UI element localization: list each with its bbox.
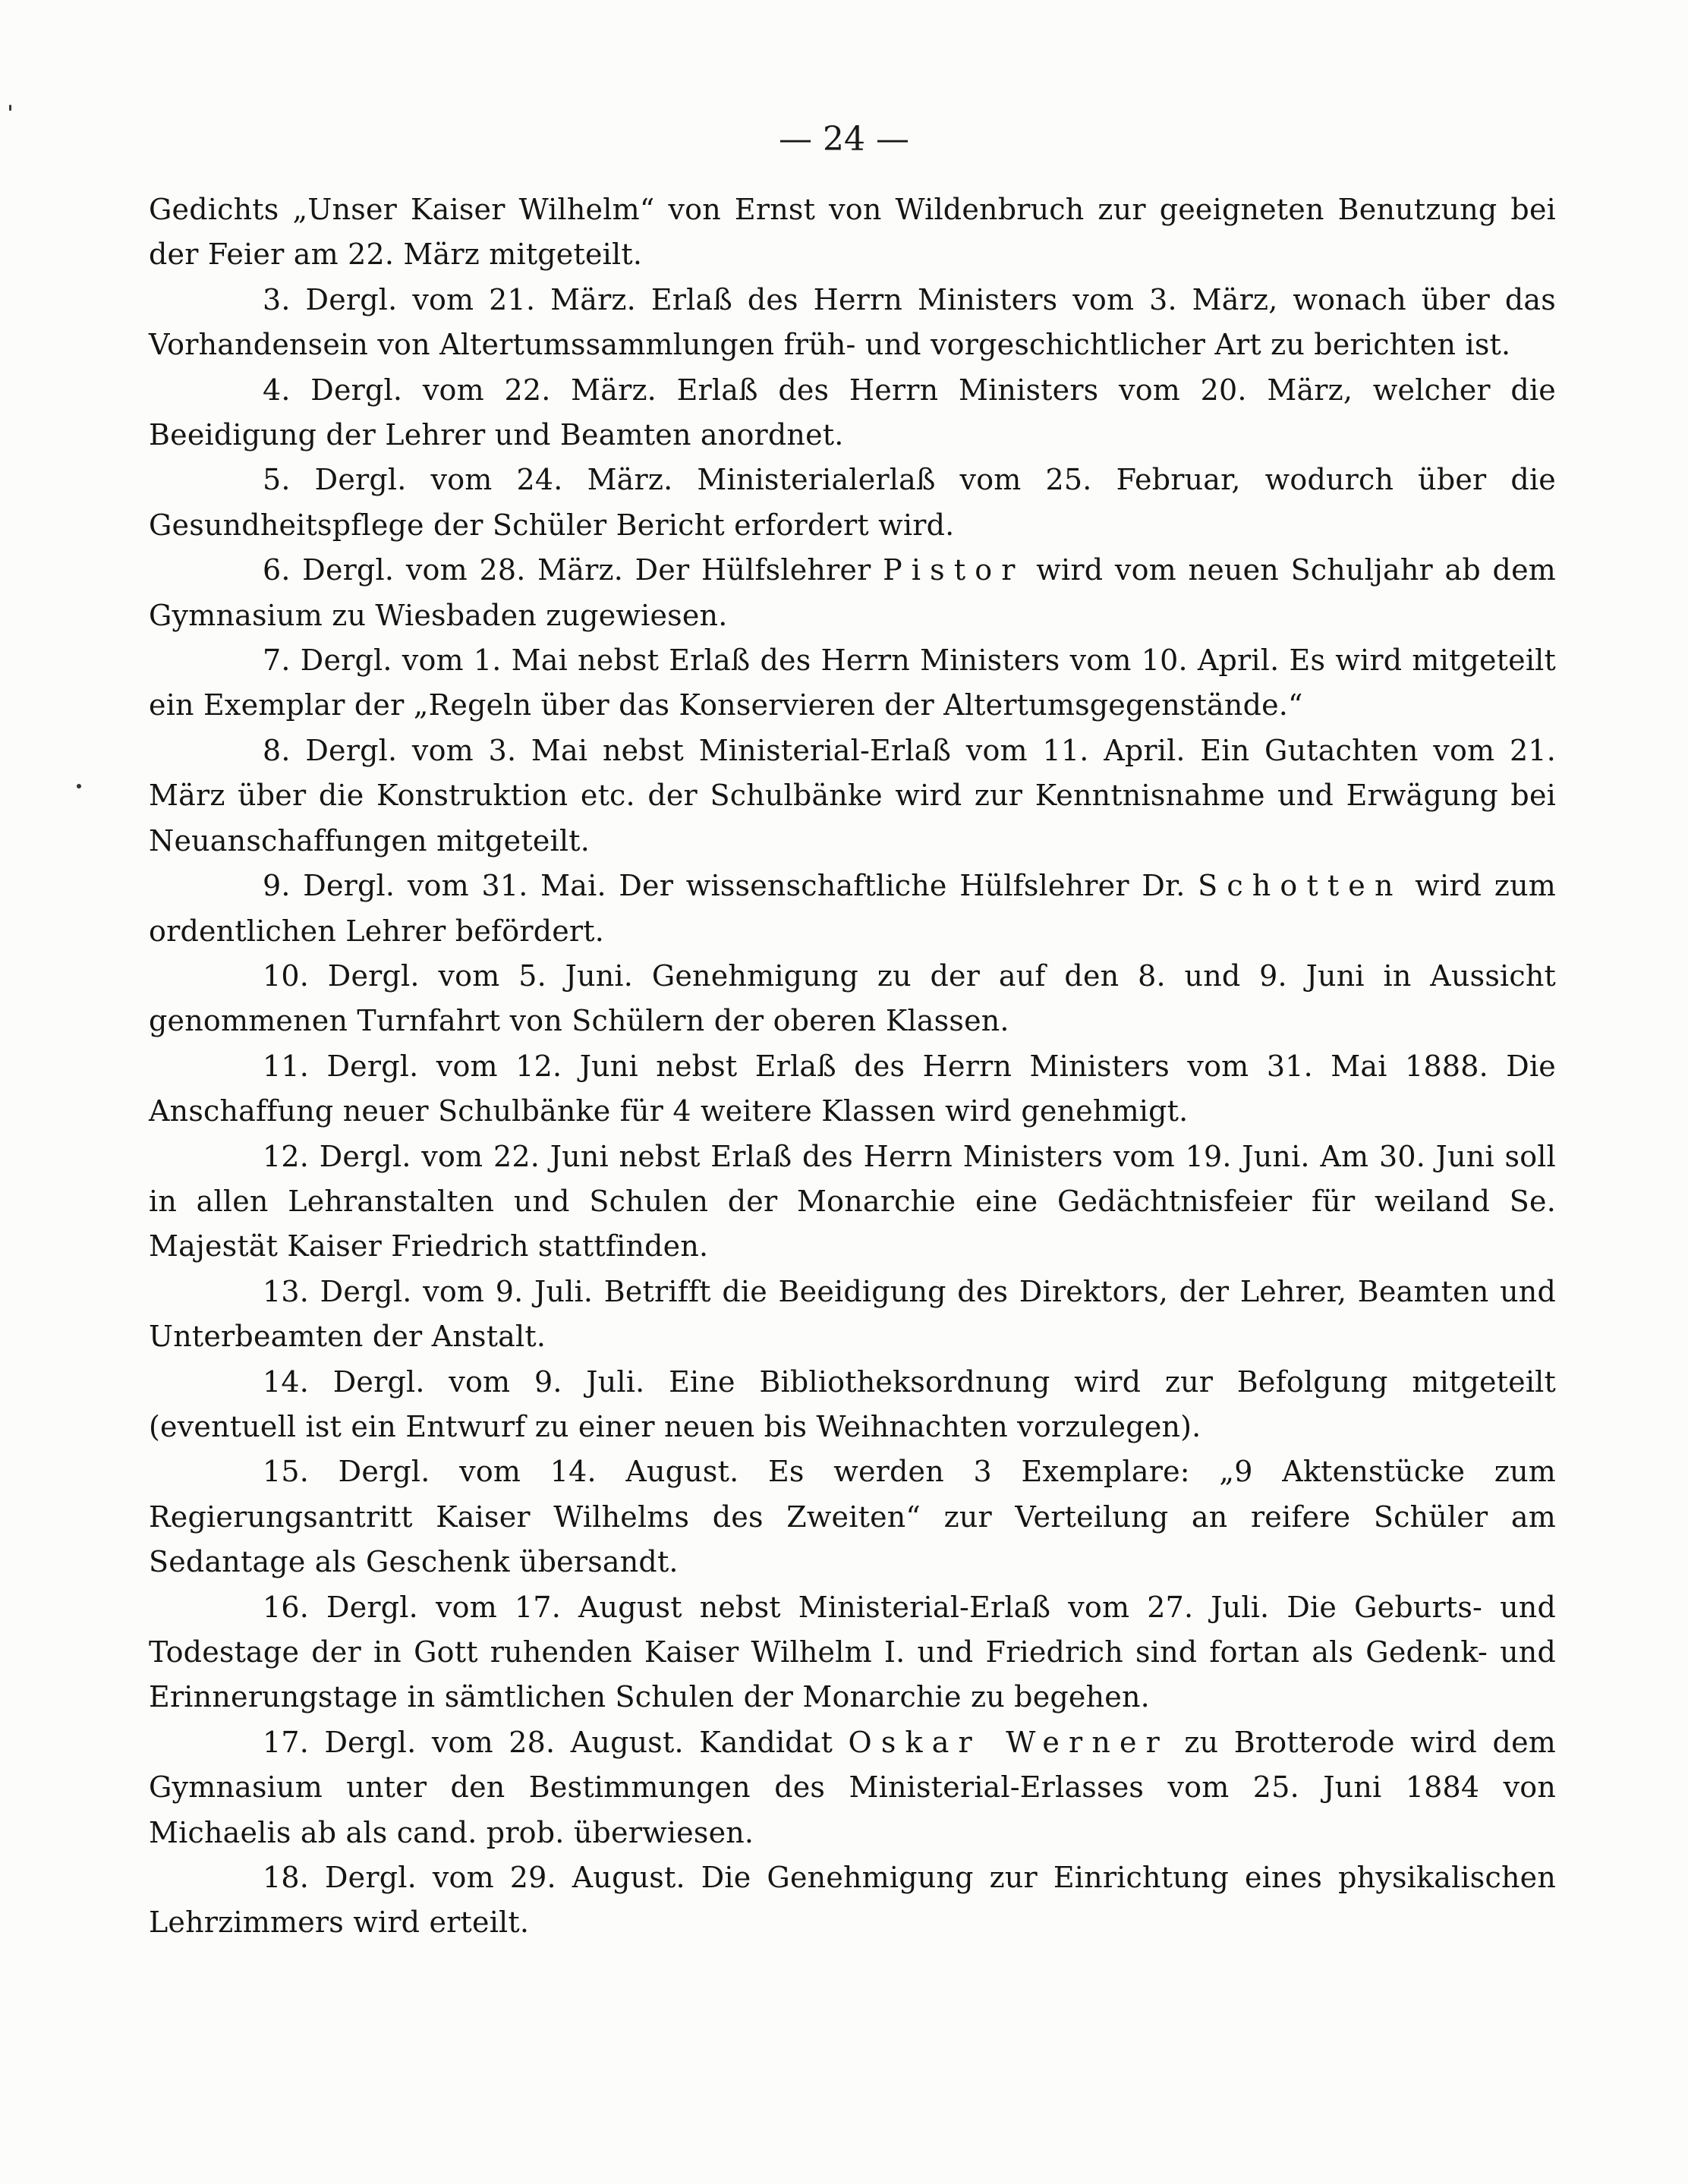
paragraph-continuation: Gedichts „Unser Kaiser Wilhelm“ von Ernst von Wildenbruch zur geeigneten Benutzung bei der Feier am 22. März mitgeteilt. bbox=[149, 193, 1556, 272]
decree-item-16: 16. Dergl. vom 17. August nebst Ministerial-Erlaß vom 27. Juli. Die Geburts- und Todestage der in Gott ruhenden Kaiser Wilhelm I. und Friedrich sind fortan als Gedenk- und Erinnerungstage in sämtlichen Schulen der Monarchie zu begehen. bbox=[149, 1590, 1556, 1714]
decree-item-15: 15. Dergl. vom 14. August. Es werden 3 Exemplare: „9 Aktenstücke zum Regierungsantritt Kaiser Wilhelms des Zweiten“ zur Verteilung an reifere Schüler am Sedantage als Geschenk übersandt. bbox=[149, 1455, 1556, 1579]
decree-item-17 bbox=[149, 1720, 1556, 1855]
decree-item-3: 3. Dergl. vom 21. März. Erlaß des Herrn Ministers vom 3. März, wonach über das Vorhandensein von Altertumssammlungen früh- und vorgeschichtlicher Art zu berichten ist. bbox=[149, 282, 1556, 362]
decree-item-12: 12. Dergl. vom 22. Juni nebst Erlaß des Herrn Ministers vom 19. Juni. Am 30. Juni soll in allen Lehranstalten und Schulen der Monarchie eine Gedächtnisfeier für weiland Se. Majestät Kaiser Friedrich stattfinden. bbox=[149, 1139, 1556, 1264]
scan-speck bbox=[77, 784, 81, 788]
decree-item-9-text-end: wird zum ordentlichen Lehrer befördert. bbox=[149, 869, 1556, 948]
decree-item-13: 13. Dergl. vom 9. Juli. Betrifft die Beeidigung des Direktors, der Lehrer, Beamten und Unterbeamten der Anstalt. bbox=[149, 1274, 1556, 1354]
person-name-pistor: Pistor bbox=[883, 553, 1025, 587]
decree-item-5: 5. Dergl. vom 24. März. Ministerialerlaß vom 25. Februar, wodurch über die Gesundheitspflege der Schüler Bericht erfordert wird. bbox=[149, 463, 1556, 542]
person-name-oskar-werner: Oskar Werner bbox=[848, 1725, 1169, 1759]
decree-item-8: 8. Dergl. vom 3. Mai nebst Ministerial-Erlaß vom 11. April. Ein Gutachten vom 21. März über die Konstruktion etc. der Schulbänke wird zur Kenntnisnahme und Erwägung bei Neuanschaffungen mitgeteilt. bbox=[149, 733, 1556, 858]
page-number: — 24 — bbox=[779, 120, 909, 159]
scan-speck bbox=[9, 105, 11, 111]
decree-item-9-text: 9. Dergl. vom 31. Mai. Der wissenschaftliche Hülfslehrer Dr. bbox=[263, 869, 1198, 903]
decree-item-7: 7. Dergl. vom 1. Mai nebst Erlaß des Herrn Ministers vom 10. April. Es wird mitgeteilt ein Exemplar der „Regeln über das Konservieren der Altertumsgegenstände.“ bbox=[149, 644, 1556, 722]
decree-item-6-text-end: wird vom neuen Schuljahr ab dem Gymnasium zu Wiesbaden zugewiesen. bbox=[149, 553, 1556, 632]
decree-item-18: 18. Dergl. vom 29. August. Die Genehmigung zur Einrichtung eines physikalischen Lehrzimmers wird erteilt. bbox=[149, 1861, 1556, 1940]
decree-item-17-text: 17. Dergl. vom 28. August. Kandidat bbox=[263, 1725, 849, 1759]
decree-item-6 bbox=[149, 548, 1556, 638]
decree-item-14: 14. Dergl. vom 9. Juli. Eine Bibliotheksordnung wird zur Befolgung mitgeteilt (eventuell ist ein Entwurf zu einer neuen bis Weihnachten vorzulegen). bbox=[149, 1364, 1556, 1443]
decree-item-9 bbox=[149, 864, 1556, 954]
decree-item-11: 11. Dergl. vom 12. Juni nebst Erlaß des Herrn Ministers vom 31. Mai 1888. Die Anschaffung neuer Schulbänke für 4 weitere Klassen wird genehmigt. bbox=[149, 1049, 1556, 1128]
document-body bbox=[149, 187, 1556, 1946]
decree-item-17-text-end: zu Brotterode wird dem Gymnasium unter den Bestimmungen des Ministerial-Erlasses vom 25. Juni 1884 von Michaelis ab als cand. prob. überwiesen. bbox=[149, 1725, 1556, 1849]
decree-item-10: 10. Dergl. vom 5. Juni. Genehmigung zu der auf den 8. und 9. Juni in Aussicht genommenen Turnfahrt von Schülern der oberen Klassen. bbox=[149, 958, 1556, 1038]
decree-item-6-text: 6. Dergl. vom 28. März. Der Hülfslehrer bbox=[263, 553, 883, 587]
person-name-schotten: Schotten bbox=[1198, 869, 1403, 903]
decree-item-4: 4. Dergl. vom 22. März. Erlaß des Herrn Ministers vom 20. März, welcher die Beeidigung der Lehrer und Beamten anordnet. bbox=[149, 373, 1556, 452]
